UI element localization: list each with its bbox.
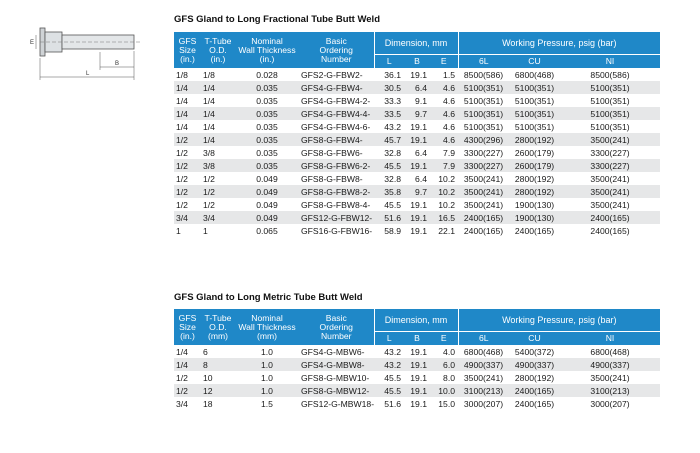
pressure-ni-cell: 3100(213) [560,384,660,397]
wall-thickness-cell: 0.065 [256,225,278,236]
ordering-number-cell: GFS8-G-FBW8-2- [299,185,374,198]
col-6l-header: 6L [458,55,509,69]
col-t-tube-header: T-Tube O.D. (in.) [201,32,235,68]
table-row [174,224,660,237]
dim-l-cell: 30.5 [374,81,404,94]
table-row [174,94,660,107]
dim-b-cell: 9.1 [415,95,427,106]
t-tube-cell: 1 [203,225,208,236]
pressure-ni-cell: 6800(468) [590,346,630,357]
dim-b-cell: 19.1 [410,69,427,80]
pressure-cu-cell: 5100(351) [509,81,560,94]
wall-thickness-cell: 0.049 [235,185,299,198]
table-row [174,397,660,410]
dim-e-cell: 10.2 [438,199,455,210]
t-tube-cell: 3/8 [201,159,235,172]
ordering-number-cell: GFS4-G-MBW8- [299,358,374,371]
table-row [174,159,660,172]
gfs-size-cell: 1/2 [176,199,188,210]
dim-l-cell: 35.8 [374,185,404,198]
ordering-number-cell: GFS8-G-FBW8- [301,173,363,184]
col-gfs-size-header: GFS Size (in.) [174,309,201,345]
pressure-cu-cell: 5100(351) [514,121,555,132]
dim-b-cell: 19.1 [410,121,427,132]
pressure-cu-cell: 5100(351) [509,107,560,120]
table-row [174,107,660,120]
pressure-ni-cell: 3300(227) [560,159,660,172]
table-row [174,68,660,81]
ordering-number-cell: GFS12-G-FBW12- [301,212,373,223]
gfs-size-cell: 1/4 [174,107,201,120]
ordering-number-cell: GFS16-G-FBW16- [301,225,373,236]
gfs-size-cell: 1/2 [174,185,201,198]
dim-l-cell: 45.7 [374,133,404,146]
ordering-number-cell: GFS8-G-FBW6-2- [299,159,374,172]
pressure-ni-cell: 5100(351) [590,95,630,106]
dim-label-b: B [115,61,120,67]
col-t-tube-header: T-Tube O.D. (mm) [201,309,235,345]
pressure-ni-cell: 2400(165) [560,211,660,224]
col-l-header: L [374,332,404,346]
pressure-cu-cell: 2600(179) [509,159,560,172]
col-wall-thickness-header: Nominal Wall Thickness (in.) [235,32,299,68]
pressure-group-header: Working Pressure, psig (bar) [458,309,660,332]
dim-l-cell: 45.5 [374,384,404,397]
gfs-size-cell: 1/2 [176,372,188,383]
pressure-cu-cell: 2400(165) [509,384,560,397]
dim-l-cell: 36.1 [384,69,401,80]
t-tube-cell: 18 [203,398,213,409]
pressure-6l-cell: 3500(241) [458,185,509,198]
t-tube-cell: 8 [201,358,235,371]
dim-l-cell: 32.8 [384,147,401,158]
metric-table-body [174,345,660,410]
ordering-number-cell: GFS8-G-FBW4- [299,133,374,146]
table-row [174,198,660,211]
ordering-number-cell: GFS8-G-MBW12- [299,384,374,397]
pressure-ni-cell: 5100(351) [560,107,660,120]
dim-b-cell: 19.1 [404,211,430,224]
t-tube-cell: 1/4 [201,133,235,146]
t-tube-cell: 10 [203,372,213,383]
pressure-ni-cell: 3500(241) [590,199,630,210]
wall-thickness-cell: 0.049 [256,199,278,210]
dim-l-cell: 43.2 [374,358,404,371]
wall-thickness-cell: 0.028 [256,69,278,80]
table-row [174,146,660,159]
dim-b-cell: 6.4 [415,173,427,184]
pressure-6l-cell: 5100(351) [458,81,509,94]
t-tube-cell: 12 [201,384,235,397]
col-e-header: E [430,55,458,69]
fitting-diagram [30,22,152,86]
pressure-ni-cell: 2400(165) [590,225,630,236]
t-tube-cell: 1/4 [203,95,215,106]
gfs-size-cell: 3/4 [174,211,201,224]
wall-thickness-cell: 1.0 [235,358,299,371]
dim-e-cell: 1.5 [443,69,455,80]
pressure-6l-cell: 3300(227) [458,159,509,172]
wall-thickness-cell: 0.035 [235,159,299,172]
dim-l-cell: 32.8 [384,173,401,184]
pressure-ni-cell: 3000(207) [590,398,630,409]
dim-l-cell: 33.3 [384,95,401,106]
gfs-size-cell: 1/2 [174,133,201,146]
col-ni-header: NI [560,332,660,346]
pressure-6l-cell: 5100(351) [458,107,509,120]
dim-e-cell: 4.6 [443,121,455,132]
dim-e-cell: 16.5 [430,211,458,224]
pressure-ni-cell: 3500(241) [560,185,660,198]
dim-e-cell: 4.6 [443,95,455,106]
dim-b-cell: 19.1 [410,199,427,210]
pressure-ni-cell: 3300(227) [590,147,630,158]
dim-b-cell: 6.4 [404,81,430,94]
pressure-6l-cell: 2400(165) [458,211,509,224]
dim-l-cell: 45.5 [374,159,404,172]
dim-e-cell: 8.0 [443,372,455,383]
pressure-cu-cell: 2800(192) [509,185,560,198]
wall-thickness-cell: 0.035 [235,107,299,120]
dim-e-cell: 4.6 [430,81,458,94]
gfs-size-cell: 1/2 [176,147,188,158]
pressure-ni-cell: 5100(351) [590,121,630,132]
dimension-group-header: Dimension, mm [374,32,458,55]
t-tube-cell: 1/4 [201,81,235,94]
dim-b-cell: 19.1 [404,384,430,397]
dim-l-cell: 33.5 [374,107,404,120]
wall-thickness-cell: 0.035 [256,95,278,106]
dim-e-cell: 4.6 [430,107,458,120]
wall-thickness-cell: 0.035 [256,121,278,132]
table-row [174,384,660,397]
t-tube-cell: 1/2 [203,199,215,210]
pressure-6l-cell: 3500(241) [463,372,504,383]
t-tube-cell: 1/8 [203,69,215,80]
pressure-ni-cell: 4900(337) [560,358,660,371]
pressure-group-header: Working Pressure, psig (bar) [458,32,660,55]
wall-thickness-cell: 1.0 [261,346,273,357]
dim-e-cell: 10.2 [430,185,458,198]
pressure-cu-cell: 2800(192) [509,133,560,146]
gfs-size-cell: 1/8 [176,69,188,80]
ordering-number-cell: GFS4-G-FBW4-2- [301,95,371,106]
gfs-size-cell: 1/4 [176,346,188,357]
dim-e-cell: 7.9 [430,159,458,172]
wall-thickness-cell: 1.0 [261,372,273,383]
col-gfs-size-header: GFS Size (in.) [174,32,201,68]
table-row [174,371,660,384]
dim-b-cell: 19.1 [410,225,427,236]
t-tube-cell: 1/4 [201,107,235,120]
dimension-group-header: Dimension, mm [374,309,458,332]
col-l-header: L [374,55,404,69]
pressure-6l-cell: 5100(351) [463,121,504,132]
table-row [174,358,660,371]
dim-b-cell: 19.1 [404,133,430,146]
pressure-6l-cell: 2400(165) [463,225,504,236]
pressure-ni-cell: 3500(241) [590,372,630,383]
pressure-cu-cell: 2800(192) [514,173,555,184]
ordering-number-cell: GFS4-G-FBW4- [299,81,374,94]
dim-b-cell: 19.1 [410,372,427,383]
pressure-6l-cell: 3000(207) [463,398,504,409]
ordering-number-cell: GFS8-G-FBW6- [301,147,363,158]
table-row [174,120,660,133]
fractional-table-body [174,68,660,237]
dim-b-cell: 6.4 [415,147,427,158]
col-cu-header: CU [509,55,560,69]
t-tube-cell: 1/4 [203,121,215,132]
ordering-number-cell: GFS4-G-FBW4-6- [301,121,371,132]
table-row [174,172,660,185]
dim-b-cell: 19.1 [410,346,427,357]
pressure-6l-cell: 6800(468) [463,346,504,357]
ordering-number-cell: GFS8-G-MBW10- [301,372,370,383]
t-tube-cell: 1/2 [203,173,215,184]
wall-thickness-cell: 1.0 [235,384,299,397]
col-b-header: B [404,55,430,69]
gfs-size-cell: 1/2 [174,159,201,172]
dim-b-cell: 19.1 [404,159,430,172]
wall-thickness-cell: 0.049 [256,173,278,184]
pressure-ni-cell: 8500(586) [590,69,630,80]
dim-l-cell: 43.2 [384,121,401,132]
pressure-cu-cell: 5100(351) [514,95,555,106]
col-6l-header: 6L [458,332,509,346]
pressure-cu-cell: 1900(130) [514,199,555,210]
pressure-6l-cell: 4900(337) [458,358,509,371]
col-e-header: E [430,332,458,346]
pressure-cu-cell: 5400(372) [514,346,555,357]
metric-table-title: GFS Gland to Long Metric Tube Butt Weld [174,292,363,303]
gfs-size-cell: 1 [176,225,181,236]
gfs-size-cell: 1/2 [174,384,201,397]
col-ordering-number-header: Basic Ordering Number [299,309,374,345]
pressure-6l-cell: 3100(213) [458,384,509,397]
pressure-ni-cell: 3500(241) [590,173,630,184]
dim-b-cell: 9.7 [404,185,430,198]
dim-b-cell: 9.7 [404,107,430,120]
wall-thickness-cell: 0.035 [235,81,299,94]
wall-thickness-cell: 0.049 [235,211,299,224]
pressure-cu-cell: 4900(337) [509,358,560,371]
pressure-6l-cell: 4300(296) [458,133,509,146]
gfs-size-cell: 1/4 [176,95,188,106]
pressure-cu-cell: 1900(130) [509,211,560,224]
dim-e-cell: 10.0 [430,384,458,397]
t-tube-cell: 6 [203,346,208,357]
dim-label-l: L [86,71,90,77]
dim-label-e: E [30,40,35,46]
pressure-cu-cell: 2400(165) [514,225,555,236]
t-tube-cell: 3/8 [203,147,215,158]
pressure-6l-cell: 3500(241) [463,199,504,210]
col-wall-thickness-header: Nominal Wall Thickness (mm) [235,309,299,345]
table-row [174,345,660,358]
ordering-number-cell: GFS8-G-FBW8-4- [301,199,371,210]
dim-l-cell: 43.2 [384,346,401,357]
table-row [174,81,660,94]
col-ordering-number-header: Basic Ordering Number [299,32,374,68]
dim-e-cell: 4.6 [430,133,458,146]
pressure-6l-cell: 3500(241) [463,173,504,184]
fractional-table-title: GFS Gland to Long Fractional Tube Butt Weld [174,14,380,25]
col-b-header: B [404,332,430,346]
metric-spec-table [174,309,660,410]
table-row [174,133,660,146]
ordering-number-cell: GFS2-G-FBW2- [301,69,363,80]
pressure-6l-cell: 8500(586) [463,69,504,80]
pressure-cu-cell: 2800(192) [514,372,555,383]
pressure-cu-cell: 2600(179) [514,147,555,158]
pressure-ni-cell: 5100(351) [560,81,660,94]
dim-l-cell: 51.6 [374,211,404,224]
dim-l-cell: 45.5 [384,372,401,383]
dim-e-cell: 4.0 [443,346,455,357]
col-ni-header: NI [560,55,660,69]
t-tube-cell: 1/2 [201,185,235,198]
pressure-6l-cell: 3300(227) [463,147,504,158]
pressure-ni-cell: 3500(241) [560,133,660,146]
dim-e-cell: 7.9 [443,147,455,158]
dim-e-cell: 15.0 [438,398,455,409]
table-row [174,211,660,224]
dim-b-cell: 19.1 [404,358,430,371]
dim-e-cell: 10.2 [438,173,455,184]
fractional-spec-table [174,32,660,237]
ordering-number-cell: GFS4-G-MBW6- [301,346,365,357]
dim-l-cell: 58.9 [384,225,401,236]
dim-l-cell: 45.5 [384,199,401,210]
dim-b-cell: 19.1 [410,398,427,409]
gfs-size-cell: 1/4 [174,81,201,94]
wall-thickness-cell: 0.035 [256,147,278,158]
gfs-size-cell: 3/4 [176,398,188,409]
table-row [174,185,660,198]
wall-thickness-cell: 0.035 [235,133,299,146]
gfs-size-cell: 1/4 [176,121,188,132]
gfs-size-cell: 1/2 [176,173,188,184]
dim-e-cell: 22.1 [438,225,455,236]
ordering-number-cell: GFS4-G-FBW4-4- [299,107,374,120]
pressure-cu-cell: 2400(165) [514,398,555,409]
gfs-size-cell: 1/4 [174,358,201,371]
dim-l-cell: 51.6 [384,398,401,409]
t-tube-cell: 3/4 [201,211,235,224]
pressure-6l-cell: 5100(351) [463,95,504,106]
pressure-cu-cell: 6800(468) [514,69,555,80]
wall-thickness-cell: 1.5 [261,398,273,409]
ordering-number-cell: GFS12-G-MBW18- [301,398,375,409]
col-cu-header: CU [509,332,560,346]
dim-e-cell: 6.0 [430,358,458,371]
